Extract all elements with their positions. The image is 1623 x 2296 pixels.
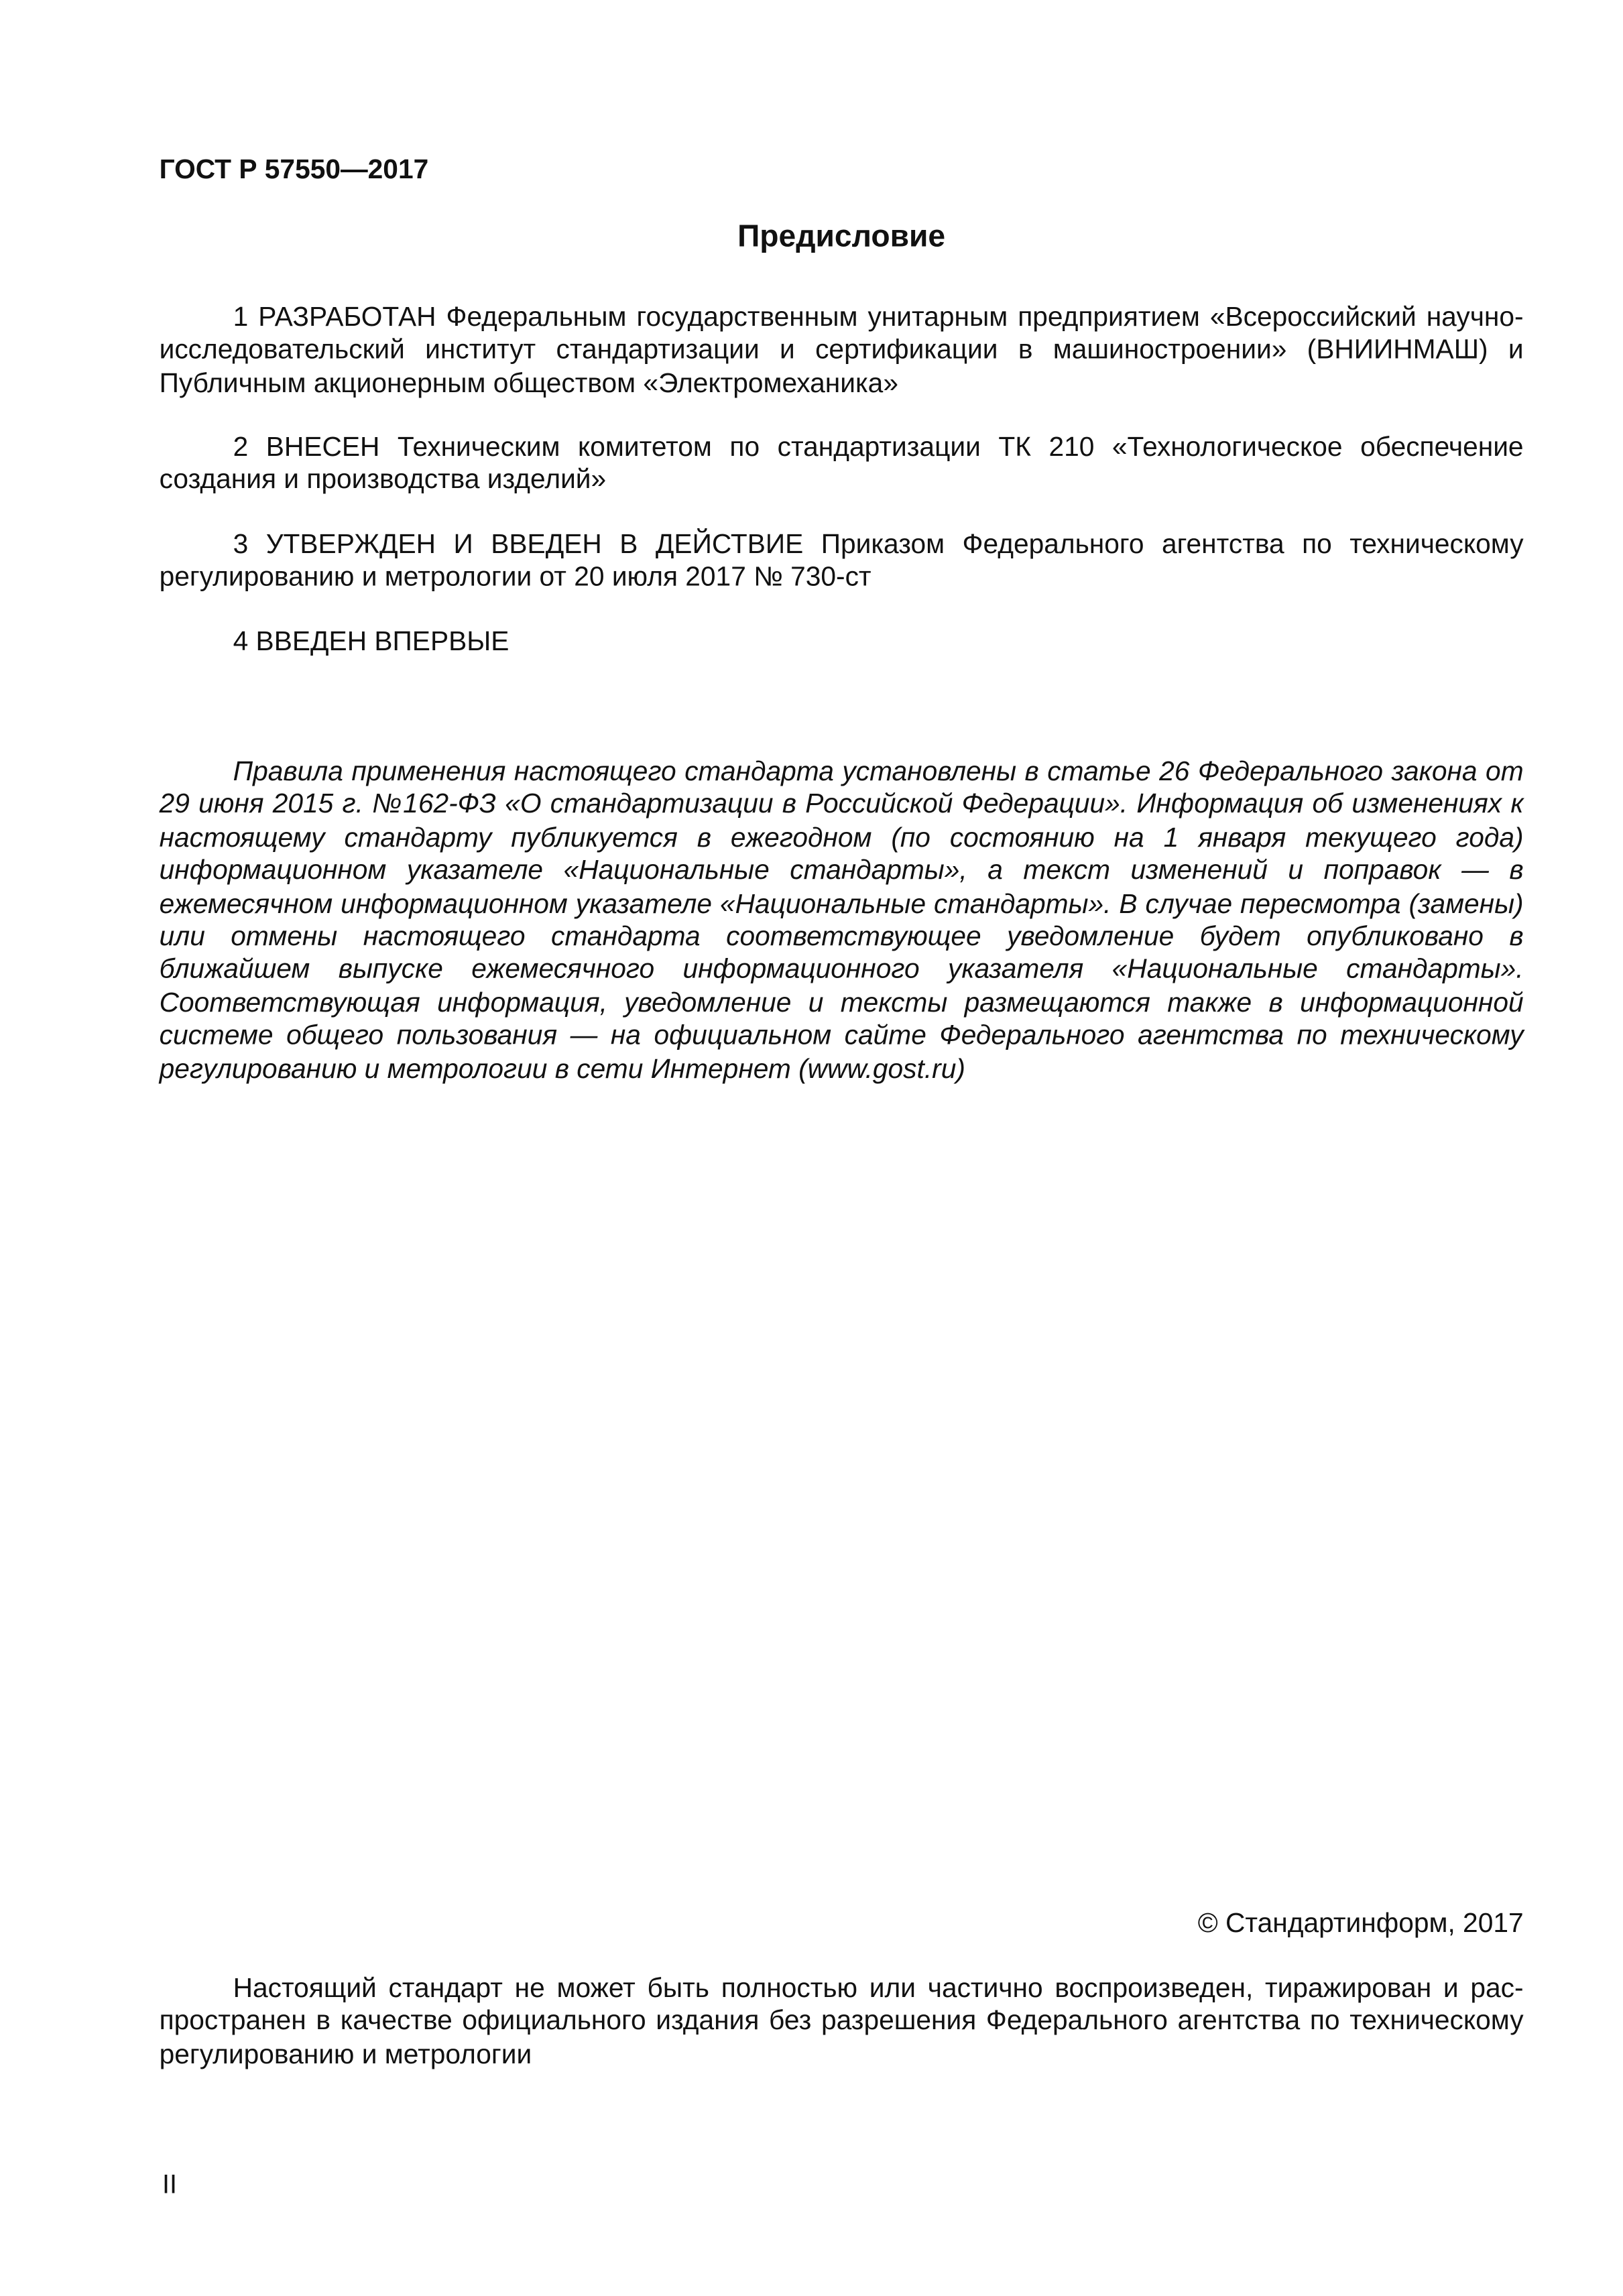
application-rules-notice: Правила применения настоящего стандарта установлены в статье 26 Федерального закона от 29 июня 2015 г. №162-ФЗ «О стандартизации в Российской Федерации». Информация об изменениях к настоящему стандарту публикуется в ежегодном (по состоянию на 1 января текущего года) информационном указателе «Национальные стандарты», а текст изменений и поправок — в ежемесячном информационном указателе «Национальные стандарты». В случае пересмотра (замены) или отмены настоящего стандарта соответствующее уведомление будет опубликовано в ближайшем выпуске ежемесячного информационного указателя «Национальные стандарты». Соответствующая информация, уведомление и тексты размещаются также в информационной системе общего пользования — на официальном сайте Федерального агентства по техническому регулированию и метрологии в сети Интернет (www.gost.ru): [159, 755, 1524, 1084]
preface-item-4: 4 ВВЕДЕН ВПЕРВЫЕ: [233, 625, 509, 656]
document-header-standard-id: ГОСТ Р 57550—2017: [159, 153, 429, 184]
preface-item-2: 2 ВНЕСЕН Техническим комитетом по стандартизации ТК 210 «Технологическое обеспечение создания и производства изделий»: [159, 430, 1524, 495]
preface-item-3: 3 УТВЕРЖДЕН И ВВЕДЕН В ДЕЙСТВИЕ Приказом Федерального агентства по техническому регулированию и метрологии от 20 июля 2017 № 730-ст: [159, 528, 1524, 593]
copyright-line: © Стандартинформ, 2017: [1197, 1907, 1524, 1938]
reproduction-notice: Настоящий стандарт не может быть полностью или частично воспроизведен, тиражирован и распространен в качестве официального издания без разрешения Федерального агентства по техническому регулированию и метрологии: [159, 1972, 1524, 2069]
page-number: II: [162, 2169, 178, 2199]
page-title: Предисловие: [737, 219, 946, 254]
preface-item-1: 1 РАЗРАБОТАН Федеральным государственным унитарным предприятием «Всероссийский научно-исследовательский институт стандартизации и сертификации в машиностроении» (ВНИИНМАШ) и Публичным акционерным обществом «Электромеханика»: [159, 300, 1524, 398]
